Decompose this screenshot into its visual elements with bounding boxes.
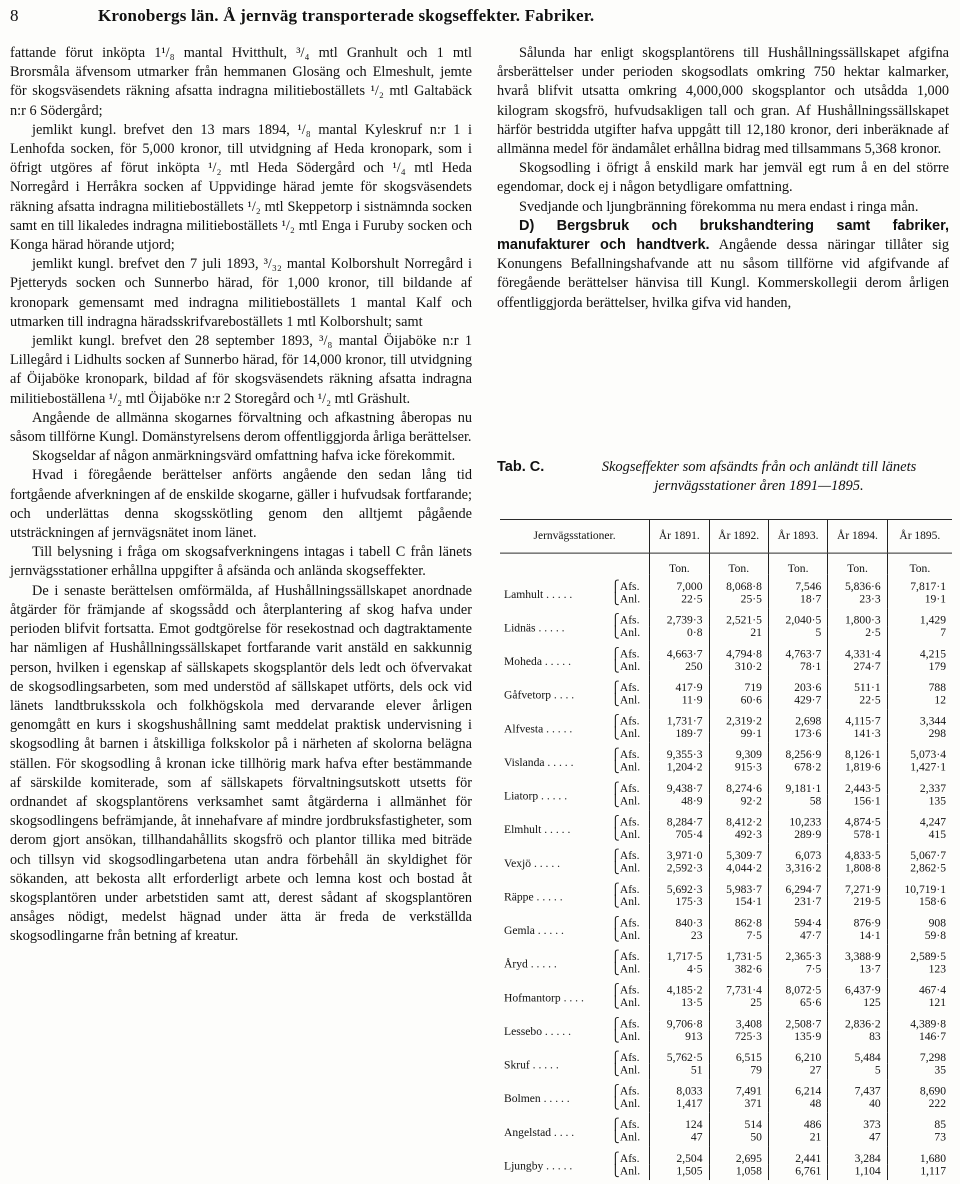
afs-value: 4,663·7 <box>650 642 709 660</box>
paragraph: De i senaste berättelsen omförmälda, af Hushållningssällskapet anordnade åtgärder för främjande af skogssådd och återplantering af skog hafva under perioden blifvit fortsatta. Emot godtgörelse för resekostnad och dagtraktamente har nämligen af Hushållningssällskapet fortfarande varit anstäld en sakkunnig person, hvilken i egenskap af sällskapets skogsplantör dels ledt och öfvervakat de skogsodlingsarbeten, som med understöd af sällskapet utförts, dels ock vid länets landtbruksskola och folkhögskola med dervarande elever årligen genomgått en kurs i skogshushållning samt meddelat praktisk undervisning i skogsodling åt barnen i åtskilliga folkskolor på i närheten af skolorna belägna ställen. För skogsodling å kronan icke tillhörig mark hafva efter bestämmande af särskilde komiterade, som af sällskapets förvaltningsutskott utsetts för ordnandet af skogsplantörens verksamhet samt åtgärderna i allmänhet för skogsodlingens befrämjande, åt innehafvare af mindre jordbruksfastigheter, som derom gjort ansökan, tillhandahållits skogsfrö och plantor tillika med biträde och tillsyn vid skogsodlingarbetena utan andra förbehåll än skyldighet för sökanden, att bekosta allt erforderligt arbete och lemna kost och bostad åt skogsplantören under arbetstiden samt att, derest sådant af skogsplantören ansåges nödigt, medelst hägnad under ätta är freda de verkställda skogsodlingarne från betning af kreatur. <box>10 582 472 945</box>
afs-value: 8,068·8 <box>709 575 768 593</box>
anl-value: 121 <box>887 997 952 1012</box>
year-header: År 1891. <box>650 519 709 553</box>
afs-value: 3,408 <box>709 1012 768 1030</box>
afs-value: 2,508·7 <box>768 1012 827 1030</box>
anl-value: 4,044·2 <box>709 862 768 877</box>
station-name: Bolmen . . . . . <box>504 1092 570 1106</box>
table-row <box>500 1079 952 1097</box>
afs-value: 10,233 <box>768 810 827 828</box>
anl-value: 7 <box>887 627 952 642</box>
table-row <box>500 978 952 996</box>
afs-value: 1,731·5 <box>709 945 768 963</box>
anl-value: 13·5 <box>650 997 709 1012</box>
anl-value: 21 <box>768 1131 827 1146</box>
anl-value: 48·9 <box>650 795 709 810</box>
afs-value: 3,284 <box>828 1146 887 1164</box>
afs-value: 7,437 <box>828 1079 887 1097</box>
afs-value: 4,331·4 <box>828 642 887 660</box>
afs-value: 467·4 <box>887 978 952 996</box>
right-column <box>497 44 949 313</box>
anl-value: 2,592·3 <box>650 862 709 877</box>
unit-row <box>500 553 952 575</box>
anl-value: 146·7 <box>887 1030 952 1045</box>
afs-label: ⎧Afs. <box>611 782 640 795</box>
anl-value: 21 <box>709 627 768 642</box>
paragraph: Sålunda har enligt skogsplantörens till Hushållningssällskapet afgifna årsberättelser under perioden skogsodlats omkring 750 hektar kalmarker, hvarå blifvit utsatta omkring 4,000,000 skogsplantor och utsådda 1,000 kilogram skogsfrö, hufvudsakligen tall och gran. Af Hushållningssällskapet härför bestridda utgifter hafva uppgått till 12,180 kronor, deri inberäknade af allmänna medel för ändamålet erhållna bidrag med tillsammans 5,368 kronor. <box>497 45 949 158</box>
afs-value: 7,298 <box>887 1046 952 1064</box>
station-name: Elmhult . . . . . <box>504 823 571 837</box>
afs-value: 124 <box>650 1113 709 1131</box>
anl-label: ⎩Anl. <box>611 1063 641 1077</box>
station-name: Vexjö . . . . . <box>504 857 561 870</box>
anl-label: ⎩Anl. <box>611 592 641 606</box>
anl-value: 27 <box>768 1064 827 1079</box>
anl-label: ⎩Anl. <box>611 862 641 875</box>
afs-value: 788 <box>887 676 952 694</box>
anl-value: 578·1 <box>828 828 887 843</box>
afs-value: 6,294·7 <box>768 877 827 895</box>
table-row <box>500 1113 952 1131</box>
anl-value: 60·6 <box>709 694 768 709</box>
afs-value: 203·6 <box>768 676 827 694</box>
afs-value: 4,763·7 <box>768 642 827 660</box>
afs-value: 5,309·7 <box>709 844 768 862</box>
table-row <box>500 575 952 593</box>
afs-value: 862·8 <box>709 911 768 929</box>
station-name: Lidnäs . . . . . <box>504 621 565 635</box>
anl-value: 1,204·2 <box>650 761 709 776</box>
table-row <box>500 1046 952 1064</box>
afs-value: 9,181·1 <box>768 776 827 794</box>
anl-value: 13·7 <box>828 963 887 978</box>
running-title: Kronobergs län. Å jernväg transporterade skogseffekter. Fabriker. <box>98 6 595 25</box>
anl-value: 219·5 <box>828 896 887 911</box>
anl-label: ⎩Anl. <box>611 1097 641 1110</box>
anl-value: 1,505 <box>650 1165 709 1180</box>
anl-value: 12 <box>887 694 952 709</box>
paragraph: jemlikt kungl. brefvet den 13 mars 1894, ¹/₈ mantal Kyleskruf n:r 1 i Lenhofda socken, för 5,000 kronor, till utvidgning af Heda kronopark, som i öfrigt utgöres af förut inköpta ¹/₂ mtl Heda Södergård och ¹/₄ mtl Heda Norregård i Herråkra socken af Uppvidinge härad jemte för skogsväsendets räkning afsatta indragna militieboställets ¹/₂ mtl Skeppetorp i sistnämnda socken samt en till likaledes indragna militieboställets ¹/₂ mtl Enga i Furuby socken och Konga härad hörande utjord; <box>10 121 472 254</box>
anl-label: ⎩Anl. <box>611 828 641 841</box>
anl-value: 83 <box>828 1030 887 1045</box>
afs-value: 1,429 <box>887 608 952 626</box>
afs-value: 8,284·7 <box>650 810 709 828</box>
section-d-body: Angående dessa näringar tillåter sig Konungens Befallningshafvande att nu såsom tillförne vid afgifvande af föregående berättelser hänvisa till Kungl. Kommerskollegii derom årligen offentliggjorda berättelser, hvilka gifva vid handen, <box>497 237 949 311</box>
anl-value: 5 <box>828 1064 887 1079</box>
afs-value: 511·1 <box>828 676 887 694</box>
section-d-heading: D) Bergsbruk och brukshandtering samt fabriker, manufakturer och handtverk. <box>497 217 949 254</box>
afs-value: 417·9 <box>650 676 709 694</box>
anl-value: 1,417 <box>650 1097 709 1112</box>
anl-label: ⎩Anl. <box>611 1164 641 1178</box>
table-row <box>500 743 952 761</box>
anl-value: 59·8 <box>887 929 952 944</box>
anl-value: 35 <box>887 1064 952 1079</box>
anl-value: 222 <box>887 1097 952 1112</box>
table-row <box>500 1012 952 1030</box>
afs-value: 5,762·5 <box>650 1046 709 1064</box>
afs-value: 6,210 <box>768 1046 827 1064</box>
station-name: Angelstad . . . . <box>504 1126 575 1139</box>
anl-value: 47 <box>828 1131 887 1146</box>
afs-value: 7,546 <box>768 575 827 593</box>
anl-value: 173·6 <box>768 727 827 742</box>
anl-value: 92·2 <box>709 795 768 810</box>
unit-cell: Ton. <box>709 553 768 575</box>
anl-value: 58 <box>768 795 827 810</box>
anl-value: 156·1 <box>828 795 887 810</box>
anl-label: ⎩Anl. <box>611 996 641 1010</box>
left-column <box>10 44 472 947</box>
afs-value: 4,389·8 <box>887 1012 952 1030</box>
unit-cell: Ton. <box>768 553 827 575</box>
afs-value: 594·4 <box>768 911 827 929</box>
anl-value: 48 <box>768 1097 827 1112</box>
anl-value: 915·3 <box>709 761 768 776</box>
afs-value: 7,731·4 <box>709 978 768 996</box>
afs-value: 2,319·2 <box>709 709 768 727</box>
table-label: Tab. C. <box>497 459 545 475</box>
afs-value: 2,739·3 <box>650 608 709 626</box>
anl-value: 1,427·1 <box>887 761 952 776</box>
afs-value: 5,067·7 <box>887 844 952 862</box>
afs-value: 2,441 <box>768 1146 827 1164</box>
anl-label: ⎩Anl. <box>611 1030 641 1043</box>
anl-value: 429·7 <box>768 694 827 709</box>
station-name: Ljungby . . . . . <box>504 1159 573 1173</box>
afs-value: 3,344 <box>887 709 952 727</box>
afs-value: 4,115·7 <box>828 709 887 727</box>
afs-label: ⎧Afs. <box>611 748 640 762</box>
afs-value: 6,437·9 <box>828 978 887 996</box>
anl-value: 125 <box>828 997 887 1012</box>
table-caption: Skogseffekter som afsändts från och anländt till länets jernvägsstationer åren 1891—1895. <box>601 459 917 494</box>
table-row <box>500 945 952 963</box>
anl-value: 154·1 <box>709 896 768 911</box>
anl-value: 4·5 <box>650 963 709 978</box>
afs-label: ⎧Afs. <box>611 1152 640 1165</box>
anl-value: 189·7 <box>650 727 709 742</box>
afs-value: 8,072·5 <box>768 978 827 996</box>
anl-value: 50 <box>709 1131 768 1146</box>
anl-label: ⎩Anl. <box>611 660 641 673</box>
afs-value: 2,040·5 <box>768 608 827 626</box>
afs-label: ⎧Afs. <box>611 815 640 829</box>
anl-value: 135·9 <box>768 1030 827 1045</box>
anl-label: ⎩Anl. <box>611 794 641 808</box>
afs-value: 373 <box>828 1113 887 1131</box>
anl-value: 913 <box>650 1030 709 1045</box>
afs-value: 4,794·8 <box>709 642 768 660</box>
anl-value: 18·7 <box>768 593 827 608</box>
station-name: Hofmantorp . . . . <box>504 991 584 1005</box>
afs-value: 4,185·2 <box>650 978 709 996</box>
afs-label: ⎧Afs. <box>611 647 640 661</box>
afs-value: 8,126·1 <box>828 743 887 761</box>
paragraph: Svedjande och ljungbränning förekomma nu mera endast i ringa mån. <box>519 198 919 215</box>
station-name: Lessebo . . . . . <box>504 1025 571 1038</box>
anl-value: 1,058 <box>709 1165 768 1180</box>
afs-value: 8,256·9 <box>768 743 827 761</box>
anl-value: 1,104 <box>828 1165 887 1180</box>
table-row <box>500 877 952 895</box>
table-row <box>500 608 952 626</box>
anl-value: 678·2 <box>768 761 827 776</box>
anl-value: 22·5 <box>650 593 709 608</box>
station-name: Gemla . . . . . <box>504 924 564 937</box>
anl-value: 99·1 <box>709 727 768 742</box>
anl-value: 7·5 <box>768 963 827 978</box>
afs-value: 2,698 <box>768 709 827 727</box>
statistics-table <box>500 519 952 1180</box>
table-row <box>500 844 952 862</box>
afs-value: 6,214 <box>768 1079 827 1097</box>
station-name: Lamhult . . . . . <box>504 588 573 601</box>
unit-cell: Ton. <box>650 553 709 575</box>
page-header <box>10 6 950 30</box>
table-header-row <box>500 519 952 553</box>
afs-value: 1,800·3 <box>828 608 887 626</box>
anl-value: 40 <box>828 1097 887 1112</box>
anl-value: 1,117 <box>887 1165 952 1180</box>
station-name: Skruf . . . . . <box>504 1058 559 1072</box>
afs-value: 4,247 <box>887 810 952 828</box>
afs-value: 1,731·7 <box>650 709 709 727</box>
anl-value: 23·3 <box>828 593 887 608</box>
afs-value: 5,983·7 <box>709 877 768 895</box>
station-name: Åryd . . . . . <box>504 958 557 971</box>
anl-value: 47·7 <box>768 929 827 944</box>
afs-value: 2,337 <box>887 776 952 794</box>
anl-value: 11·9 <box>650 694 709 709</box>
year-header: År 1892. <box>709 519 768 553</box>
table-row <box>500 709 952 727</box>
afs-label: ⎧Afs. <box>611 1051 640 1064</box>
afs-value: 840·3 <box>650 911 709 929</box>
afs-value: 10,719·1 <box>887 877 952 895</box>
paragraph: Till belysning i fråga om skogsafverkningens intagas i tabell C från länets jernvägsstationer erhållna uppgifter å afsända och anlända skogseffekter. <box>10 544 472 580</box>
afs-value: 6,073 <box>768 844 827 862</box>
afs-label: ⎧Afs. <box>611 950 640 963</box>
anl-value: 725·3 <box>709 1030 768 1045</box>
anl-value: 47 <box>650 1131 709 1146</box>
anl-value: 3,316·2 <box>768 862 827 877</box>
afs-label: ⎧Afs. <box>611 883 640 896</box>
afs-value: 876·9 <box>828 911 887 929</box>
paragraph: fattande förut inköpta 1¹/₈ mantal Hvitthult, ³/₄ mtl Granhult och 1 mtl Brorsmåla äfvensom utmarker från hemmanen Glosäng och Elmeshult, jemte för skogsväsendets räkning afsatta indragna militieboställets ¹/₂ mtl Galtabäck n:r 6 Södergård; <box>10 45 472 119</box>
anl-value: 6,761 <box>768 1165 827 1180</box>
anl-label: ⎩Anl. <box>611 962 641 976</box>
page-number: 8 <box>10 6 19 25</box>
afs-value: 9,355·3 <box>650 743 709 761</box>
afs-value: 3,388·9 <box>828 945 887 963</box>
unit-cell: Ton. <box>828 553 887 575</box>
anl-value: 23 <box>650 929 709 944</box>
anl-label: ⎩Anl. <box>611 1131 641 1144</box>
anl-value: 14·1 <box>828 929 887 944</box>
year-header: År 1895. <box>887 519 952 553</box>
paragraph: jemlikt kungl. brefvet den 28 september 1893, ³/₈ mantal Öijaböke n:r 1 Lillegård i Lidhults socken af Sunnerbo härad, för 14,000 kronor, till utvidgning af Öijaböke kronopark, bildad af för skogsväsendets räkning afsatta indragna militieboställena ¹/₂ mtl Öijaböke n:r 2 Storegård och ¹/₂ mtl Gräshult. <box>10 333 472 407</box>
table-row <box>500 1146 952 1164</box>
anl-label: ⎩Anl. <box>611 761 641 774</box>
anl-label: ⎩Anl. <box>611 895 641 909</box>
afs-label: ⎧Afs. <box>611 1084 640 1098</box>
afs-value: 7,491 <box>709 1079 768 1097</box>
afs-label: ⎧Afs. <box>611 1118 640 1132</box>
afs-value: 4,215 <box>887 642 952 660</box>
afs-value: 8,412·2 <box>709 810 768 828</box>
afs-label: ⎧Afs. <box>611 614 640 627</box>
afs-label: ⎧Afs. <box>611 715 640 728</box>
anl-value: 141·3 <box>828 727 887 742</box>
table-row <box>500 776 952 794</box>
afs-value: 5,692·3 <box>650 877 709 895</box>
afs-label: ⎧Afs. <box>611 916 640 930</box>
afs-value: 7,000 <box>650 575 709 593</box>
afs-value: 6,515 <box>709 1046 768 1064</box>
afs-label: ⎧Afs. <box>611 1017 640 1031</box>
section-d <box>497 217 949 313</box>
afs-label: ⎧Afs. <box>611 984 640 997</box>
unit-cell: Ton. <box>887 553 952 575</box>
anl-value: 25·5 <box>709 593 768 608</box>
afs-value: 8,690 <box>887 1079 952 1097</box>
anl-value: 7·5 <box>709 929 768 944</box>
year-header: År 1894. <box>828 519 887 553</box>
afs-value: 4,874·5 <box>828 810 887 828</box>
station-name: Räppe . . . . . <box>504 890 563 904</box>
station-name: Liatorp . . . . . <box>504 789 568 803</box>
afs-value: 2,695 <box>709 1146 768 1164</box>
afs-value: 3,971·0 <box>650 844 709 862</box>
afs-value: 7,817·1 <box>887 575 952 593</box>
anl-value: 705·4 <box>650 828 709 843</box>
anl-label: ⎩Anl. <box>611 626 641 640</box>
afs-value: 2,504 <box>650 1146 709 1164</box>
anl-value: 0·8 <box>650 627 709 642</box>
anl-value: 123 <box>887 963 952 978</box>
afs-value: 9,309 <box>709 743 768 761</box>
afs-value: 719 <box>709 676 768 694</box>
afs-label: ⎧Afs. <box>611 580 640 593</box>
paragraph: Skogseldar af någon anmärkningsvärd omfattning hafva icke förekommit. <box>32 448 456 465</box>
afs-value: 8,033 <box>650 1079 709 1097</box>
afs-value: 2,443·5 <box>828 776 887 794</box>
anl-value: 1,819·6 <box>828 761 887 776</box>
anl-value: 179 <box>887 660 952 675</box>
paragraph: Hvad i föregående berättelser anförts angående den sedan lång tid fortgående afverkningen af de enskilde skogarne, gäller i hufvudsak fortfarande; och underlättas denna skogsskötling genom den alltjemt pågående utsträckningen af jernvägsnätet inom länet. <box>10 467 472 542</box>
table-row <box>500 676 952 694</box>
anl-value: 78·1 <box>768 660 827 675</box>
station-column-header: Jernvägsstationer. <box>500 519 650 553</box>
table-c <box>500 519 952 1180</box>
afs-value: 4,833·5 <box>828 844 887 862</box>
afs-label: ⎧Afs. <box>611 849 640 863</box>
blank-cell <box>611 553 650 575</box>
anl-value: 250 <box>650 660 709 675</box>
anl-value: 382·6 <box>709 963 768 978</box>
table-row <box>500 642 952 660</box>
anl-label: ⎩Anl. <box>611 929 641 942</box>
anl-label: ⎩Anl. <box>611 693 641 707</box>
afs-value: 9,438·7 <box>650 776 709 794</box>
anl-value: 274·7 <box>828 660 887 675</box>
afs-value: 2,589·5 <box>887 945 952 963</box>
anl-value: 175·3 <box>650 896 709 911</box>
anl-value: 25 <box>709 997 768 1012</box>
anl-value: 231·7 <box>768 896 827 911</box>
year-header: År 1893. <box>768 519 827 553</box>
anl-value: 22·5 <box>828 694 887 709</box>
blank-cell <box>500 553 611 575</box>
afs-value: 5,836·6 <box>828 575 887 593</box>
afs-value: 7,271·9 <box>828 877 887 895</box>
paragraph: Skogsodling i öfrigt å enskild mark har jemväl egt rum å en del större egendomar, dock ej i någon betydligare omfattning. <box>497 160 949 196</box>
anl-value: 5 <box>768 627 827 642</box>
anl-value: 73 <box>887 1131 952 1146</box>
anl-value: 2·5 <box>828 627 887 642</box>
anl-value: 51 <box>650 1064 709 1079</box>
station-name: Alfvesta . . . . . <box>504 722 573 736</box>
afs-value: 2,836·2 <box>828 1012 887 1030</box>
anl-value: 298 <box>887 727 952 742</box>
table-row <box>500 810 952 828</box>
afs-value: 1,717·5 <box>650 945 709 963</box>
anl-value: 492·3 <box>709 828 768 843</box>
station-name: Vislanda . . . . . <box>504 756 574 769</box>
afs-value: 2,365·3 <box>768 945 827 963</box>
anl-value: 158·6 <box>887 896 952 911</box>
afs-value: 8,274·6 <box>709 776 768 794</box>
anl-label: ⎩Anl. <box>611 727 641 740</box>
anl-value: 415 <box>887 828 952 843</box>
anl-value: 79 <box>709 1064 768 1079</box>
afs-value: 514 <box>709 1113 768 1131</box>
paragraph: Angående de allmänna skogarnes förvaltning och afkastning åberopas nu såsom tillförne Kungl. Domänstyrelsens derom offentliggjorda årliga berättelser. <box>10 409 472 446</box>
afs-value: 5,073·4 <box>887 743 952 761</box>
anl-value: 371 <box>709 1097 768 1112</box>
paragraph: jemlikt kungl. brefvet den 7 juli 1893, ³/₃₂ mantal Kolborshult Norregård i Pjetteryds socken och Sunnerbo härad, för 1,000 kronor, till bildande af kronopark gemensamt med indragna militieboställets 1 mantal Kalf och utmarken till indragna häradsskrifvareboställets 1 mtl Kolborshult; samt <box>10 256 472 330</box>
anl-value: 19·1 <box>887 593 952 608</box>
station-name: Moheda . . . . . <box>504 655 571 668</box>
anl-value: 289·9 <box>768 828 827 843</box>
anl-value: 310·2 <box>709 660 768 675</box>
afs-value: 2,521·5 <box>709 608 768 626</box>
afs-value: 5,484 <box>828 1046 887 1064</box>
afs-value: 486 <box>768 1113 827 1131</box>
table-row <box>500 911 952 929</box>
afs-value: 908 <box>887 911 952 929</box>
anl-value: 2,862·5 <box>887 862 952 877</box>
afs-value: 85 <box>887 1113 952 1131</box>
anl-value: 65·6 <box>768 997 827 1012</box>
station-name: Gåfvetorp . . . . <box>504 689 575 702</box>
afs-value: 9,706·8 <box>650 1012 709 1030</box>
afs-label: ⎧Afs. <box>611 681 640 694</box>
anl-value: 1,808·8 <box>828 862 887 877</box>
afs-value: 1,680 <box>887 1146 952 1164</box>
anl-value: 135 <box>887 795 952 810</box>
